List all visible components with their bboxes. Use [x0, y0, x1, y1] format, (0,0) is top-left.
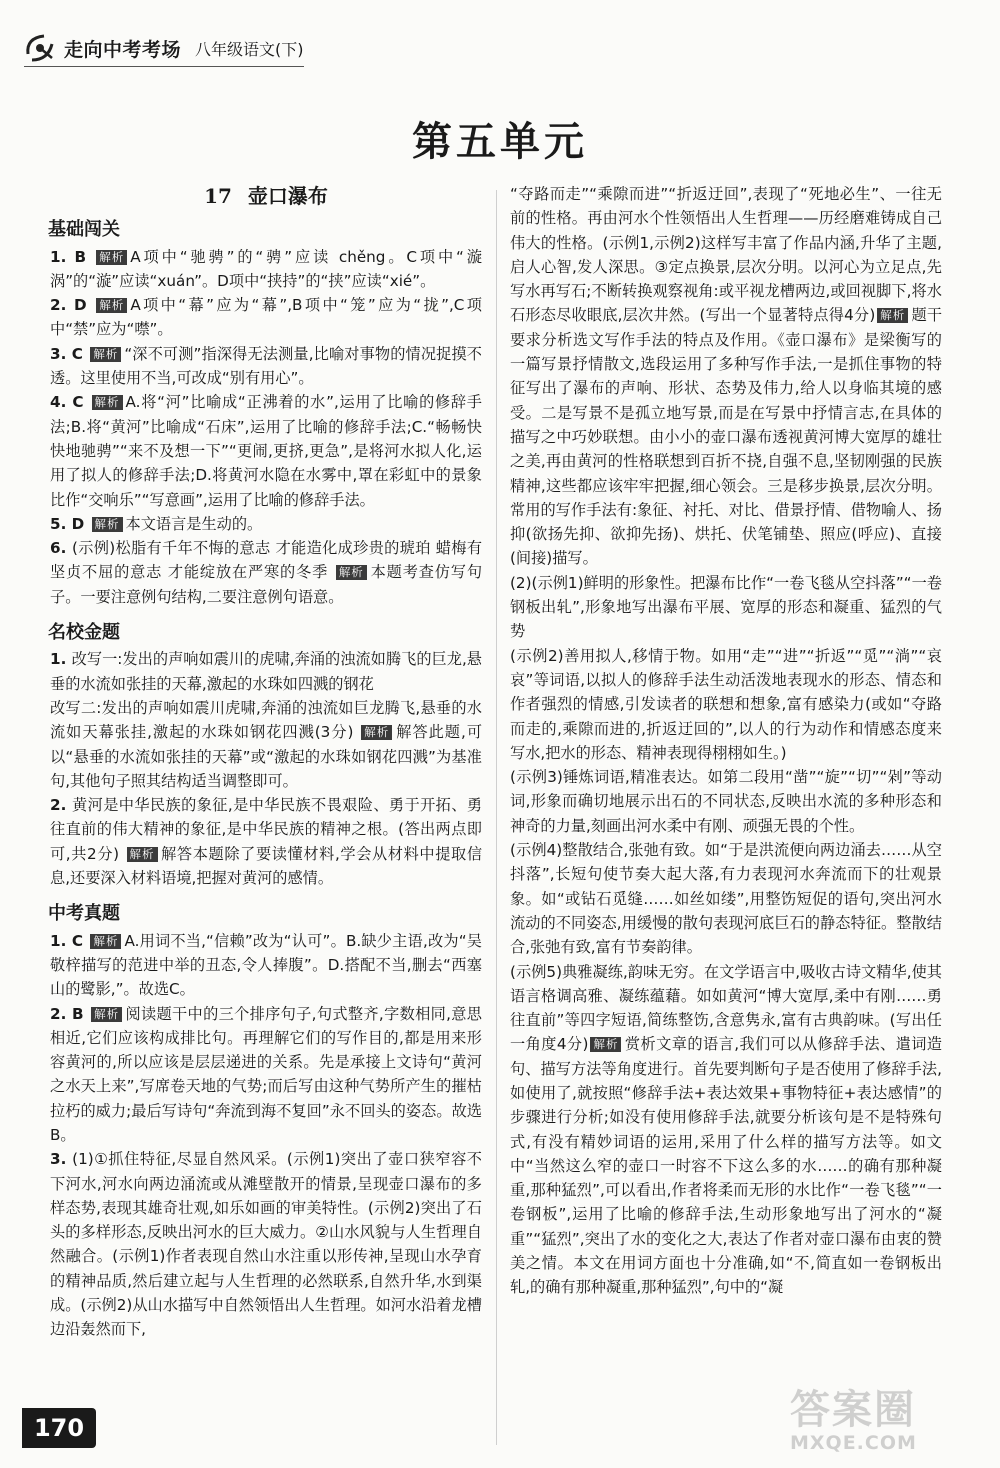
analysis-tag: 解析 [96, 298, 127, 313]
book-title: 走向中考考场 [64, 38, 182, 61]
analysis-tag: 解析 [90, 347, 121, 362]
analysis-tag: 解析 [336, 565, 367, 580]
answer-label: 6. [50, 539, 72, 558]
answer-label: 3. [50, 1150, 73, 1169]
analysis-text: A项中“驰骋”的“骋”应读 chěng。C项中“漩涡”的“漩”应读“xuán”。D项中“挟持”的“挟”应读“xié”。 [50, 247, 482, 290]
paragraph-text: (示例4)整散结合,张弛有致。如“于是洪流便向两边涌去……从空抖落”,长短句使节奏大起大落,有力表现河水奔流而下的壮观景象。如“或钻石觅缝……如丝如缕”,用整饬短促的语句,突出河水流动的不同姿态,用缓慢的散句表现河底巨石的静态特征。整散结合,张弛有致,富有节奏韵律。 [510, 841, 942, 957]
paragraph-text: (示例5)典雅凝练,韵味无穷。在文学语言中,吸收古诗文精华,使其语言格调高雅、凝练蕴藉。如如黄河“博大宽厚,柔中有刚……勇往直前”等四字短语,简练整饬,含意隽永,富有古典韵味。(写出任一角度4分) [510, 962, 942, 1054]
section-heading-school: 名校金题 [48, 622, 120, 644]
unit-title: 第五单元 [412, 118, 588, 165]
answer-item [50, 929, 482, 1002]
column-divider [496, 190, 497, 1445]
analysis-text: 解答本题除了要读懂材料,学会从材料中提取信息,还要深入材料语境,把握对黄河的感情。 [50, 844, 483, 888]
paragraph-text: (示例3)锤炼词语,精准表达。如第二段用“凿”“旋”“切”“剁”等动词,形象而确切地展示出石的不同状态,反映出水流的多种形态和神奇的力量,刻画出河水柔中有刚、顽强无畏的个性。 [510, 768, 942, 835]
answer-item [50, 512, 482, 536]
answer-paragraph [510, 765, 942, 838]
book-logo-icon [22, 30, 58, 66]
analysis-tag: 解析 [877, 308, 908, 323]
analysis-text: A.用词不当,“信赖”改为“认可”。B.缺少主语,改为“吴敬梓描写的范进中举的丑态,令人捧腹”。D.搭配不当,删去“西塞山的鹭影,”。故选C。 [50, 931, 482, 999]
answer-item [50, 245, 482, 294]
left-column [50, 184, 482, 1342]
answer-item [50, 1147, 482, 1341]
school-answer-list [50, 647, 482, 890]
analysis-tag: 解析 [96, 250, 127, 265]
answer-paragraph [510, 571, 942, 644]
answer-label: 2. D [50, 296, 95, 315]
answer-label: 2. B [50, 1004, 90, 1023]
lesson-name: 壶口瀑布 [247, 184, 328, 208]
analysis-text: 本题考查仿写句子。一要注意例句结构,二要注意例句语意。 [50, 563, 483, 606]
watermark-sub: MXQE.COM [790, 1432, 917, 1454]
right-column [510, 182, 942, 1300]
answer-item [50, 536, 482, 609]
exam-answer-list [50, 929, 482, 1342]
paragraph-text: (示例2)善用拟人,移情于物。如用“走”“进”“折返”“觅”“淌”“哀哀”等词语,以拟人的修辞手法生动活泼地表现水的形态、情态和作者强烈的情感,引发读者的联想和想象,富有感染力(或如“夺路而走的,乘隙而进的,折返迂回的”,以人的行为动作和情感态度来写水,把水的形态、精神表现得栩栩如生。) [510, 646, 942, 762]
analysis-text: 赏析文章的语言,我们可以从修辞手法、遣词造句、描写方法等角度进行。首先要判断句子是否使用了修辞手法,如使用了,就按照“修辞手法+表达效果+事物特征+表达感情”的步骤进行分析;如没有使用修辞手法,就要分析该句是不是特殊句式,有没有精妙词语的运用,采用了什么样的描写方法等。如文中“当然这么窄的壶口一时容不下这么多的水……的确有那种凝重,那种猛烈”,可以看出,作者将柔而无形的水比作“一卷飞毯”“一卷钢板”,运用了比喻的修辞手法,生动形象地写出了河水的“凝重”“猛烈”,突出了水的变化之大,表达了作者对壶口瀑布由衷的赞美之情。本文在用词方面也十分准确,如“不,简直如一卷钢板出轧,的确有那种凝重,那种猛烈”,句中的“凝 [510, 1035, 942, 1297]
answer-label: 5. D [50, 514, 90, 533]
analysis-text: 本文语言是生动的。 [125, 514, 263, 533]
answer-item [50, 647, 482, 793]
running-header [22, 28, 304, 68]
answer-label: 1. B [50, 247, 95, 266]
answer-text: (1)①抓住特征,尽显自然风采。(示例1)突出了壶口狭窄容不下河水,河水向两边涌流或从滩壁散开的情景,呈现壶口瀑布的多样态势,表现其雄奇壮观,如乐如画的审美特性。(示例2)突出了石头的多样形态,反映出河水的巨大威力。②山水风貌与人生哲理自然融合。(示例1)作者表现自然山水注重以形传神,呈现山水孕育的精神品质,然后建立起与人生哲理的必然联系,自然升华,水到渠成。(示例2)从山水描写中自然领悟出人生哲理。如河水沿着龙槽边沿轰然而下, [50, 1150, 482, 1339]
basic-answer-list [50, 245, 482, 609]
analysis-text: 题干要求分析选文写作手法的特点及作用。《壶口瀑布》是梁衡写的一篇写景抒情散文,选段运用了多种写作手法,一是抓住事物的特征写出了瀑布的声响、形状、态势及伟力,给人以身临其境的感受。二是写景不是孤立地写景,而是在写景中抒情言志,在具体的描写之中巧妙联想。由小小的壶口瀑布透视黄河博大宽厚的雄壮之美,再由黄河的性格联想到百折不挠,自强不息,坚韧刚强的民族精神,这些都应该牢牢把握,细心领会。三是移步换景,层次分明。常用的写作手法有:象征、衬托、对比、借景抒情、借物喻人、扬抑(欲扬先抑、欲抑先扬)、烘托、伏笔铺垫、照应(呼应)、直接(间接)描写。 [510, 306, 943, 568]
grade-label: 八年级语文(下) [195, 39, 304, 59]
answer-item [50, 1002, 482, 1148]
answer-text: 黄河是中华民族的象征,是中华民族不畏艰险、勇于开拓、勇往直前的伟大精神的象征,是中华民族的精神之根。(答出两点即可,共2分) [50, 796, 483, 863]
analysis-tag: 解析 [590, 1037, 621, 1052]
answer-text: 改写一:发出的声响如震川的虎啸,奔涌的浊流如腾飞的巨龙,悬垂的水流如张挂的天幕,激起的水珠如四溅的钢花 [50, 650, 482, 693]
right-answer-text [510, 182, 942, 1300]
analysis-text: 阅读题干中的三个排序句子,句式整齐,字数相同,意思相近,它们应该构成排比句。再理解它们的写作目的,都是用来形容黄河的,所以应该是层层递进的关系。先是承接上文诗句“黄河之水天上来”,写席卷天地的气势;而后写由这种气势所产生的摧枯拉朽的威力;最后写诗句“奔流到海不复回”永不回头的姿态。故选B。 [50, 1004, 482, 1144]
analysis-tag: 解析 [127, 847, 158, 862]
answer-item [50, 342, 482, 391]
page-number: 170 [22, 1408, 96, 1448]
answer-text: (示例)松脂有千年不悔的意志 才能造化成珍贵的琥珀 蜡梅有坚贞不屈的意志 才能绽放在严寒的冬季 [50, 539, 483, 582]
analysis-tag: 解析 [91, 1007, 122, 1022]
analysis-tag: 解析 [92, 517, 123, 532]
analysis-tag: 解析 [92, 395, 123, 410]
lesson-number: 17 [204, 184, 232, 208]
answer-paragraph [510, 182, 942, 571]
answer-paragraph [510, 838, 942, 959]
analysis-tag: 解析 [361, 725, 392, 740]
answer-paragraph [510, 960, 942, 1300]
watermark-main: 答案圈 [790, 1387, 916, 1433]
header-rule [24, 66, 304, 67]
watermark-logo [790, 1388, 990, 1464]
section-heading-basic: 基础闯关 [48, 219, 120, 241]
analysis-text: “深不可测”指深得无法测量,比喻对事物的情况捉摸不透。这里使用不当,可改成“别有用心”。 [50, 344, 482, 388]
answer-label: 1. C [50, 931, 89, 950]
analysis-text: A项中“幕”应为“幕”,B项中“笼”应为“拢”,C项中“禁”应为“噤”。 [50, 296, 482, 339]
answer-label: 4. C [50, 393, 90, 412]
answer-text-2: 改写二:发出的声响如震川虎啸,奔涌的浊流如巨龙腾飞,悬垂的水流如天幕张挂,激起的水珠如钢花四溅(3分) [50, 698, 482, 742]
analysis-tag: 解析 [90, 934, 121, 949]
analysis-text: A.将“河”比喻成“正沸着的水”,运用了比喻的修辞手法;B.将“黄河”比喻成“石床”,运用了比喻的修辞手法;C.“畅畅快快地驰骋”“来不及想一下”“更闹,更挤,更急”,是将河水拟人化,运用了拟人的修辞手法;D.将黄河水隐在水雾中,罩在彩虹中的景象比作“交响乐”“写意画”,运用了比喻的修辞手法。 [50, 393, 482, 509]
answer-item [50, 793, 482, 890]
lesson-title [50, 184, 482, 208]
answer-item [50, 293, 482, 342]
analysis-text: 解答此题,可以“悬垂的水流如张挂的天幕”或“激起的水珠如钢花四溅”为基准句,其他句子照其结构适当调整即可。 [50, 723, 483, 790]
answer-label: 2. [50, 796, 73, 815]
answer-label: 3. C [50, 344, 89, 363]
section-heading-exam: 中考真题 [48, 903, 120, 925]
paragraph-text: “夺路而走”“乘隙而进”“折返迂回”,表现了“死地必生”、一往无前的性格。再由河水个性领悟出人生哲理——历经磨难铸成自己伟大的性格。(示例1,示例2)这样写丰富了作品内涵,升华了主题,启人心智,发人深思。③定点换景,层次分明。以河心为立足点,先写水再写石;不断转换观察视角:或平视龙槽两边,或回视脚下,将水石形态尽收眼底,层次井然。(写出一个显著特点得4分) [510, 185, 942, 325]
answer-item [50, 390, 482, 511]
paragraph-text: (2)(示例1)鲜明的形象性。把瀑布比作“一卷飞毯从空抖落”“一卷钢板出轧”,形象地写出瀑布平展、宽厚的形态和凝重、猛烈的气势 [510, 573, 942, 641]
answer-label: 1. [50, 650, 72, 669]
answer-paragraph [510, 644, 942, 765]
